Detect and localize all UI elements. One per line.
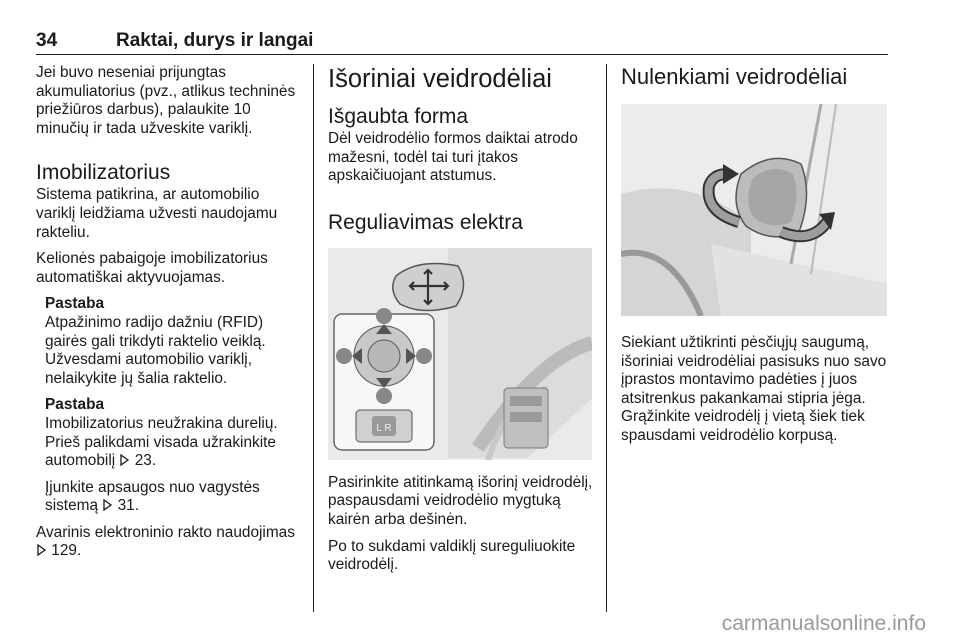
folding-mirrors-text: Siekiant užtikrinti pėsčiųjų saugumą, išoriniai veidrodėliai pasisuks nuo savo įprastos montavimo padėties į juos atsitrenkus pakankamai stipria jėga. Grąžinkite veidrodėlį į vietą šiek tiek spausdami veidrodėlio korpusą. [621,334,887,444]
watermark: carmanualsonline.info [721,612,926,635]
folding-mirrors-heading: Nulenkiami veidrodėliai [621,64,848,89]
page-reference-icon [119,454,130,466]
battery-intro-text: Jei buvo neseniai prijungtas akumuliatorius (pvz., atlikus techninės priežiūros darbus), palaukite 10 minučių ir tada užveskite variklį. [36,64,296,137]
page-reference-link[interactable]: 23. [134,452,157,470]
emergency-key-text [36,524,298,561]
note-text-part: Imobilizatorius neužrakina durelių. Prieš palikdami visada užrakinkite automobilį [45,414,278,470]
note-text: Atpažinimo radijo dažniu (RFID) gairės gali trikdyti raktelio veiklą. Užvesdami automobilio variklį, nelaikykite jų šalia raktelio. [45,313,266,387]
immobilizer-heading: Imobilizatorius [36,161,171,185]
note-title: Pastaba [45,396,105,414]
note-locking [36,396,298,516]
emergency-text-part: Avarinis elektroninio rakto naudojimas [36,523,295,541]
column-right [621,64,891,446]
folding-mirror-illustration [621,104,887,316]
electric-adjustment-heading: Reguliavimas elektra [328,210,523,234]
electric-paragraph-1: Pasirinkite atitinkamą išorinį veidrodėlį, paspausdami veidrodėlio mygtuką kairėn arba dešinėn. [328,473,593,528]
page-header [36,30,888,55]
note-text [45,479,298,516]
immobilizer-paragraph-2: Kelionės pabaigoje imobilizatorius automatiškai aktyvuojamas. [36,250,268,286]
mirror-control-illustration [328,248,592,460]
page-reference-link[interactable]: 31. [117,497,139,515]
column-divider [313,64,314,612]
column-left [36,64,298,561]
page-number: 34 [36,30,58,51]
electric-paragraph-2: Po to sukdami valdiklį sureguliuokite veidrodėlį. [328,537,576,574]
column-divider [606,64,607,612]
convex-heading: Išgaubta forma [328,105,469,128]
switch-label: L R [376,422,392,434]
note-title: Pastaba [45,295,105,313]
immobilizer-paragraph-1: Sistema patikrina, ar automobilio variklį leidžiama užvesti naudojamu rakteliu. [36,186,278,241]
note-text [45,415,298,471]
chapter-title: Raktai, durys ir langai [116,30,314,51]
page-reference-icon [102,499,113,511]
note-rfid [36,295,298,388]
convex-text: Dėl veidrodėlio formos daiktai atrodo mažesni, todėl tai turi įtakos apskaičiuojant atstumus. [328,130,578,185]
note-text-part: Įjunkite apsaugos nuo vagystės sistemą [45,478,260,515]
mirrors-heading: Išoriniai veidrodėliai [328,65,552,93]
column-middle [328,64,594,575]
page-reference-icon [36,544,47,556]
page-reference-link[interactable]: 129. [51,542,82,560]
